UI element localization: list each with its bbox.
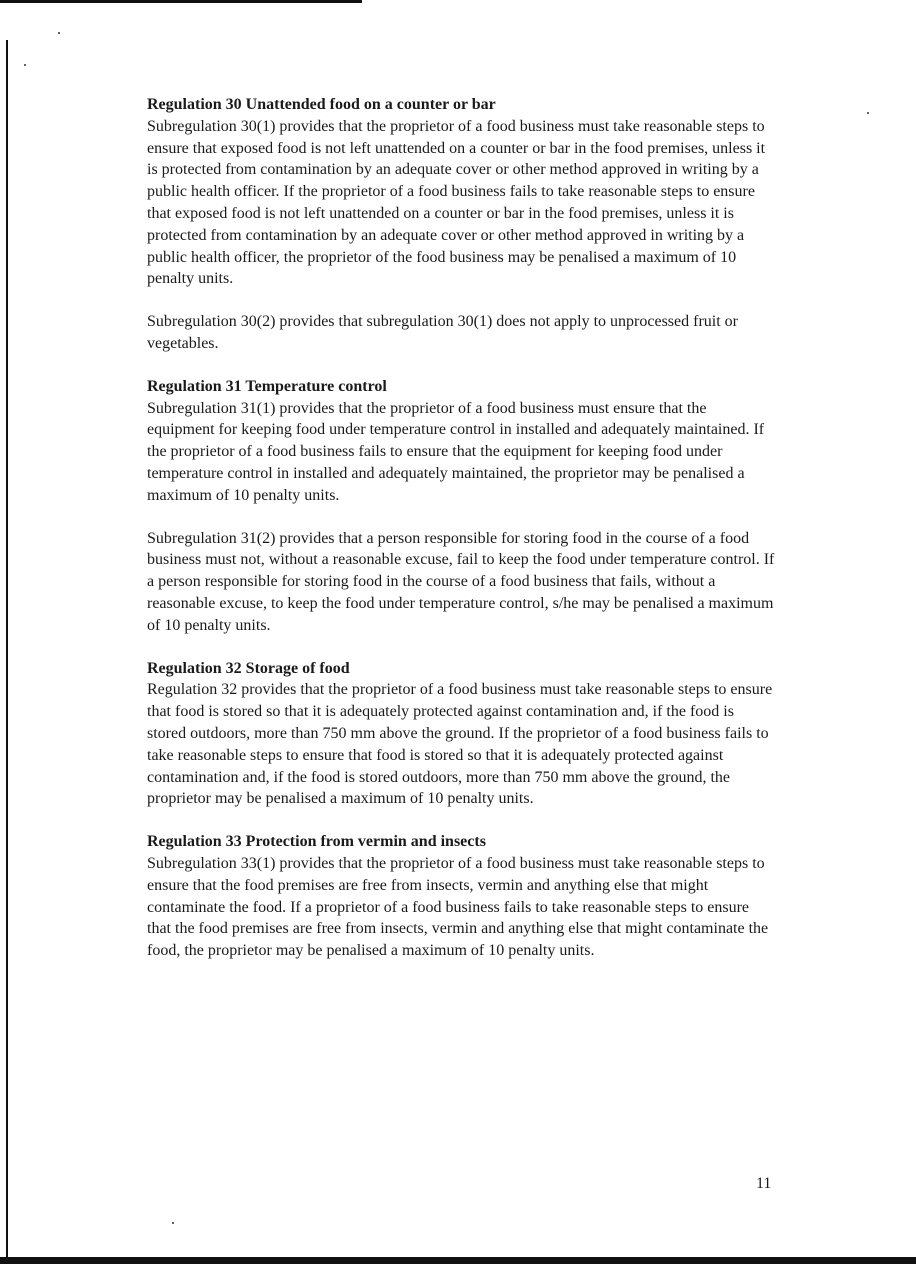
section-regulation-32 — [147, 658, 777, 811]
section-regulation-31 — [147, 376, 777, 637]
document-body — [147, 94, 777, 983]
section-paragraph: Subregulation 33(1) provides that the proprietor of a food business must take reasonable steps to ensure that the food premises are free from insects, vermin and anything else that might contaminate the food. If a proprietor of a food business fails to take reasonable steps to ensure that the food premises are free from insects, vermin and anything else that might contaminate the food, the proprietor may be penalised a maximum of 10 penalty units. — [147, 854, 769, 960]
section-heading: Regulation 33 Protection from vermin and insects — [147, 833, 486, 851]
section-regulation-33 — [147, 831, 777, 962]
section-paragraph: Subregulation 31(1) provides that the proprietor of a food business must ensure that the equipment for keeping food under temperature control in installed and adequately maintained. If the proprietor of a food business fails to ensure that the equipment for keeping food under temperature control in installed and adequately maintained, the proprietor may be penalised a maximum of 10 penalty units. — [147, 399, 765, 504]
section-paragraph: Regulation 32 provides that the proprietor of a food business must take reasonable steps to ensure that food is stored so that it is adequately protected against contamination and, if the food is stored outdoors, more than 750 mm above the ground. If the proprietor of a food business fails to take reasonable steps to ensure that food is stored so that it is adequately protected against contamination and, if the food is stored outdoors, more than 750 mm above the ground, the proprietor may be penalised a maximum of 10 penalty units. — [147, 681, 773, 808]
section-heading: Regulation 32 Storage of food — [147, 659, 350, 677]
scan-speck — [24, 64, 26, 66]
section-paragraph: Subregulation 30(2) provides that subregulation 30(1) does not apply to unprocessed fruit or vegetables. — [147, 313, 738, 352]
scan-speck — [172, 1222, 174, 1224]
scan-border-left — [6, 40, 8, 1264]
section-regulation-30 — [147, 94, 777, 355]
scan-speck — [867, 112, 869, 114]
page-number: 11 — [756, 1175, 772, 1192]
section-heading: Regulation 30 Unattended food on a counter or bar — [147, 96, 496, 113]
scan-border-bottom — [0, 1257, 916, 1264]
section-heading: Regulation 31 Temperature control — [147, 377, 387, 395]
section-paragraph: Subregulation 30(1) provides that the proprietor of a food business must take reasonable steps to ensure that exposed food is not left unattended on a counter or bar in the food premises, unless it is protected from contamination by an adequate cover or other method approved in writing by a public health officer. If the proprietor of a food business fails to take reasonable steps to ensure that exposed food is not left unattended on a counter or bar in the food premises, unless it is protected from contamination by an adequate cover or other method approved in writing by a public health officer, the proprietor of the food business may be penalised a maximum of 10 penalty units. — [147, 117, 766, 288]
section-paragraph: Subregulation 31(2) provides that a person responsible for storing food in the course of a food business must not, without a reasonable excuse, fail to keep the food under temperature control. If a person responsible for storing food in the course of a food business that fails, without a reasonable excuse, to keep the food under temperature control, s/he may be penalised a maximum of 10 penalty units. — [147, 529, 775, 634]
scan-speck — [58, 32, 60, 34]
scan-border-top — [0, 0, 362, 3]
